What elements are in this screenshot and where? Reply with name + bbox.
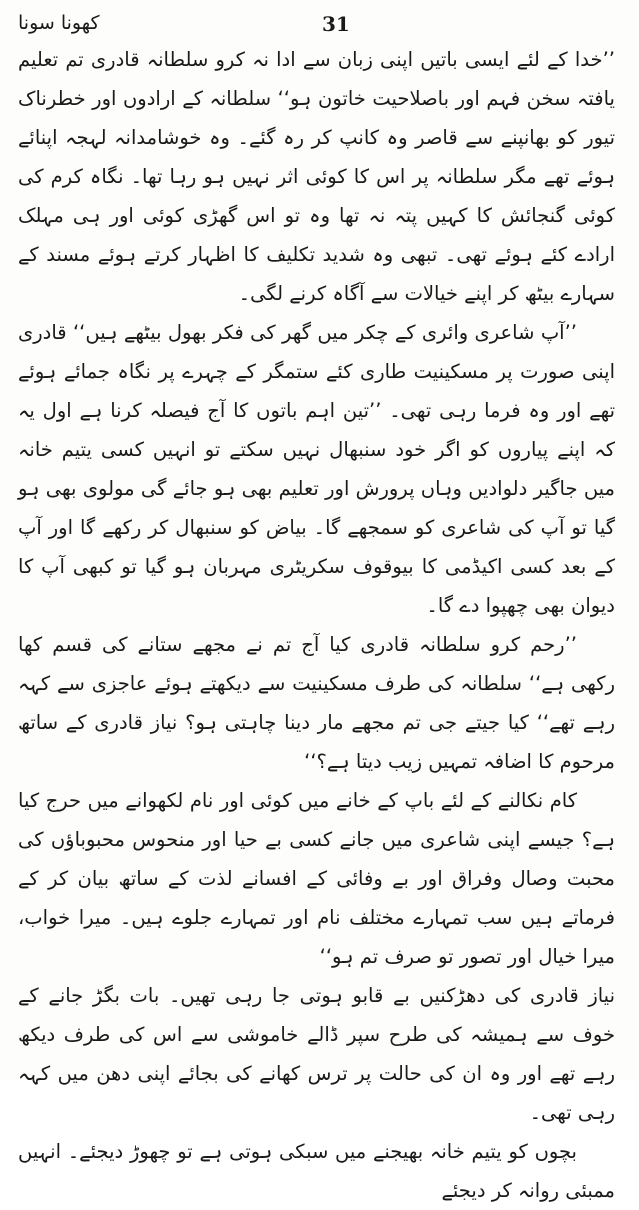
- book-title: کھونا سونا: [18, 12, 100, 34]
- paragraph: ’’آپ شاعری وائری کے چکر میں گھر کی فکر بھول بیٹھے ہیں‘‘ قادری اپنی صورت پر مسکینیت طاری کئے ستمگر کے چہرے پر نگاہ جمائے ہوئے تھے اور وہ فرما رہی تھی۔ ’’تین اہم باتوں کا آج فیصلہ کرنا ہے اول یہ کہ اپنے پیاروں کو اگر خود سنبھال نہیں سکتے تو انہیں کسی یتیم خانہ میں جاگیر دلوادیں وہاں پرورش اور تعلیم بھی ہو جائے گی مولوی بھی ہو گیا تو آپ کی شاعری کو سمجھے گا۔ بیاض کو سنبھال کر رکھے گا اور آپ کے بعد کسی اکیڈمی کا بیوقوف سکریٹری مہربان ہو گیا تو کبھی آپ کا دیوان بھی چھپوا دے گا۔: [18, 321, 615, 617]
- paragraph: نیاز قادری کی دھڑکنیں بے قابو ہوتی جا رہی تھیں۔ بات بگڑ جانے کے خوف سے ہمیشہ کی طرح سپر ڈالے خاموشی سے اس کی طرف دیکھ رہے تھے اور وہ ان کی حالت پر ترس کھانے کی بجائے اپنی دھن میں کہہ رہی تھی۔: [18, 984, 615, 1124]
- paragraph: ’’رحم کرو سلطانہ قادری کیا آج تم نے مجھے ستانے کی قسم کھا رکھی ہے‘‘ سلطانہ کی طرف مسکینیت سے دیکھتے ہوئے عاجزی سے کہہ رہے تھے‘‘ کیا جیتے جی تم مجھے مار دینا چاہتی ہو؟ نیاز قادری کے ساتھ مرحوم کا اضافہ تمہیں زیب دیتا ہے؟‘‘: [18, 633, 615, 773]
- paragraph: کام نکالنے کے لئے باپ کے خانے میں کوئی اور نام لکھوانے میں حرج کیا ہے؟ جیسے اپنی شاعری میں جانے کسی بے حیا اور منحوس محبوباؤں کی محبت وصال وفراق اور بے وفائی کے افسانے لذت کے ساتھ بیان کر کے فرماتے ہیں سب تمہارے مختلف نام اور تمہارے جلوے ہیں۔ میرا خواب، میرا خیال اور تصور تو صرف تم ہو‘‘: [18, 789, 615, 968]
- paragraph: بچوں کو یتیم خانہ بھیجنے میں سبکی ہوتی ہے تو چھوڑ دیجئے۔ انہیں ممبئی روانہ کر دیجئے: [18, 1140, 615, 1202]
- paragraph: ’’خدا کے لئے ایسی باتیں اپنی زبان سے ادا نہ کرو سلطانہ قادری تم تعلیم یافتہ سخن فہم اور باصلاحیت خاتون ہو‘‘ سلطانہ کے ارادوں اور خطرناک تیور کو بھانپنے سے قاصر وہ کانپ کر رہ گئے۔ وہ خوشامدانہ لہجہ اپنائے ہوئے تھے مگر سلطانہ پر اس کا کوئی اثر نہیں ہو رہا تھا۔ نگاہ کرم کی کوئی گنجائش کا کہیں پتہ نہ تھا وہ تو اس گھڑی کوئی اور ہی مہلک ارادے کئے ہوئے تھی۔ تبھی وہ شدید تکلیف کا اظہار کرتے ہوئے مسند کے سہارے بیٹھ کر اپنے خیالات سے آگاہ کرنے لگی۔: [18, 48, 615, 305]
- page-body: [18, 40, 615, 1202]
- page-header: [0, 10, 639, 36]
- page-number: 31: [322, 12, 350, 36]
